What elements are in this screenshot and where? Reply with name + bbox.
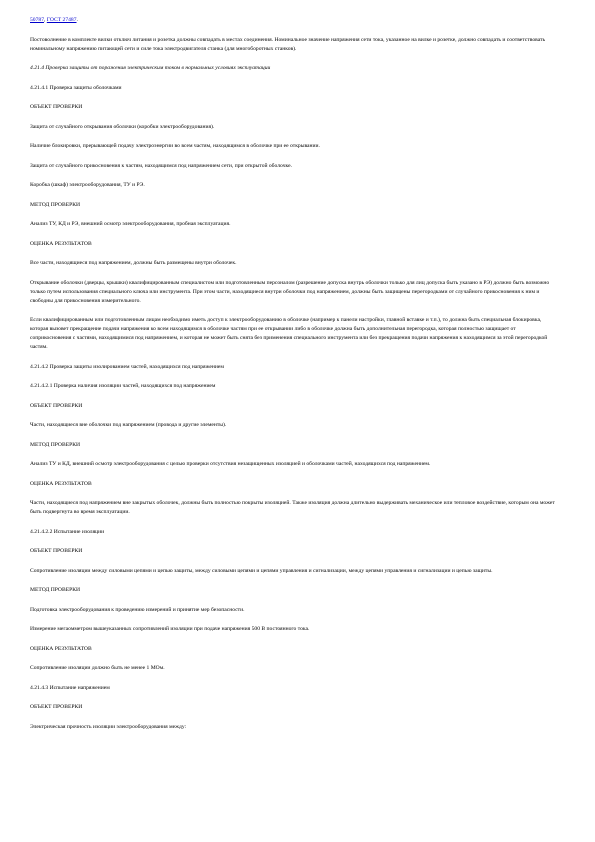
paragraph: Сопротивление изоляции должно быть не менее 1 МОм. (30, 665, 165, 671)
paragraph: Открывание оболочки (дверцы, крышки) квалифицированным специалистом или подготовленным персоналом (разрешение допуска внутрь оболочки только для лиц допуска быть указано в РЭ) должно быть возможно только путем использования специального ключа или инструмента. При этом части, находящиеся внутри оболочки под напряжением, должны быть защищены перегородками от случайного прикосновения к ним и свободны для прикосновения измерительного. (30, 279, 550, 304)
paragraph: ОЦЕНКА РЕЗУЛЬТАТОВ (30, 480, 92, 487)
paragraph: Подготовка электрооборудования к проведению измерений и принятие мер безопасности. (30, 606, 245, 613)
link-separator: , (43, 17, 47, 23)
paragraph: 4.21.4.3 Испытание напряжением (30, 684, 110, 691)
paragraph: 4.21.4.2 Проверка защиты изолированием частей, находящихся под напряжением (30, 363, 224, 370)
paragraph: Защита от случайного открывания оболочки (коробки электрооборудования). (30, 123, 215, 130)
paragraph: Наличие блокировки, прерывающей подачу электроэнергии во всем частям, находящимся в оболочке при ее открывании. (30, 143, 320, 149)
header-links (30, 16, 558, 25)
paragraph: Части, находящиеся вне оболочки под напряжением (провода и другие элементы). (30, 422, 227, 428)
paragraph: 4.21.4.1 Проверка защиты оболочками (30, 84, 122, 91)
document-page (30, 16, 558, 742)
paragraph: Сопротивление изоляции между силовыми цепями и цепью защиты, между силовыми цепями и цепями управления и сигнализации, между цепями управления и сигнализации и цепью защиты. (30, 567, 493, 574)
paragraph: Если квалифицированным или подготовленным лицам необходимо иметь доступ к электрооборудованию в оболочке (например к панели настройки, главной вставке и т.п.), то должна быть специальная блокировка, которая вызовет прекращение подачи напряжения ко всем находящимся в оболочке частям при ее открывании либо в оболочке должна быть дополнительная перегородка, которая полностью защищает от соприкосновения с частями, находящимися под напряжением, и которая не может быть снята без применения специального инструмента или без прекращения подачи напряжения к находящимся за этой перегородкой частям. (30, 317, 548, 350)
paragraph: 4.21.4.2.2 Испытание изоляции (30, 528, 105, 535)
paragraph: Измерение мегаомметром вышеуказанных сопротивлений изоляции при подаче напряжения 500 В постоянного тока. (30, 626, 310, 632)
paragraph: МЕТОД ПРОВЕРКИ (30, 587, 80, 593)
paragraph: МЕТОД ПРОВЕРКИ (30, 201, 80, 208)
paragraph: Все части, находящиеся под напряжением, должны быть размещены внутри оболочек. (30, 260, 237, 266)
paragraph: Части, находящиеся под напряжением вне закрытых оболочек, должны быть полностью покрыты изоляцией. Также изоляция должна длительно выдерживать механическое или тепловое воздействие, которым она может быть подвергнута во время эксплуатации. (30, 500, 555, 515)
paragraph: ОЦЕНКА РЕЗУЛЬТАТОВ (30, 240, 92, 247)
paragraph: 4.21.4.2.1 Проверка наличия изоляции частей, находящихся под напряжением (30, 383, 216, 389)
paragraph: ОБЪЕКТ ПРОВЕРКИ (30, 548, 83, 554)
paragraph: МЕТОД ПРОВЕРКИ (30, 441, 80, 448)
paragraph-list (30, 36, 558, 732)
ref-link-50787[interactable]: 50787 (30, 17, 44, 23)
paragraph: Анализ ТУ и КД, внешний осмотр электрооборудования с целью проверки отсутствия незащищенных изоляцией и оболочками частей, находящихся под напряжением. (30, 461, 431, 467)
ref-link-gost-27487[interactable]: ГОСТ 27487 (46, 17, 77, 23)
link-tail: . (76, 17, 78, 23)
paragraph: ОБЪЕКТ ПРОВЕРКИ (30, 402, 83, 409)
paragraph: Постоволнение в комплекте вилки отключ литания и розетка должны совпадать в местах соединения. Номинальное значение напряжения сети тока, указанное на вилке и розетке, должно совпадать и соответствовать номинальному напряжению питающей сети и силе тока электродвигателя станка (для многоборотных станков). (30, 36, 546, 52)
paragraph: Электрическая прочность изоляции электрооборудования между: (30, 723, 187, 730)
paragraph: Защита от случайного прикосновения к частям, находящимся под напряжением сети, при открытой оболочке. (30, 162, 292, 169)
paragraph: ОЦЕНКА РЕЗУЛЬТАТОВ (30, 645, 92, 652)
paragraph: ОБЪЕКТ ПРОВЕРКИ (30, 704, 83, 710)
paragraph: 4.21.4 Проверка защиты от поражения электрическим током в нормальных условиях эксплуатации (30, 65, 271, 71)
paragraph: Анализ ТУ, КД и РЭ, внешний осмотр электрооборудования, пробная эксплуатация. (30, 221, 231, 227)
paragraph: Коробка (шкаф) электрооборудования, ТУ и РЭ. (30, 182, 145, 188)
paragraph: ОБЪЕКТ ПРОВЕРКИ (30, 104, 83, 110)
